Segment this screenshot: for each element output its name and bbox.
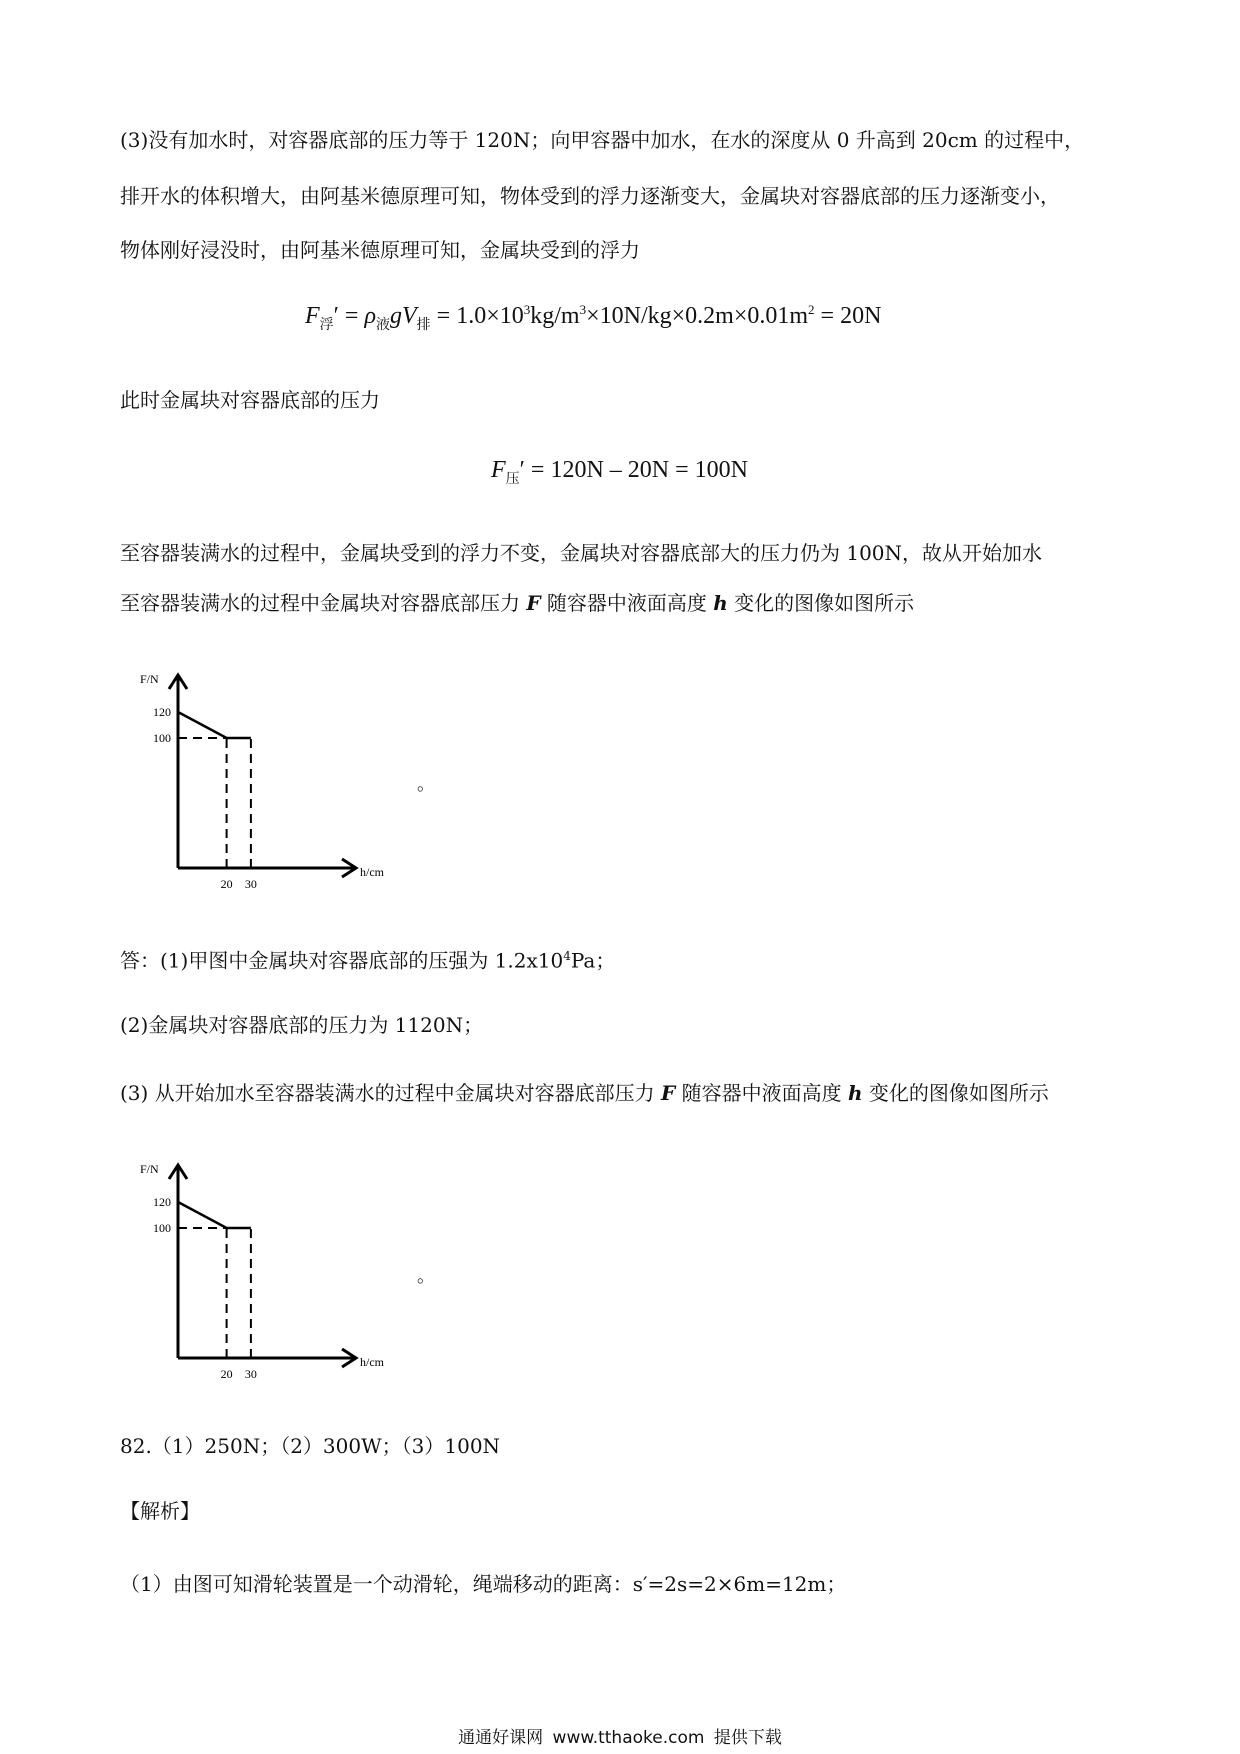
formula2-rhs: ′ = 120N – 20N = 100N [519,457,748,483]
period-1: 。 [417,774,435,795]
x-tick-label-30: 30 [244,1367,257,1381]
formula-F: F [305,303,320,329]
answer-3 [120,1083,1049,1103]
para-full-text-c: 变化的图像如图所示 [727,591,915,615]
answer-3-text-c: 变化的图像如图所示 [862,1081,1049,1105]
footer-site-name: 通通好课网 [458,1728,544,1748]
para-full-line-2 [120,593,914,613]
question-82-answer: 82.（1）250N；（2）300W；（3）100N [120,1434,501,1458]
answer-3-text-b: 随容器中液面高度 [675,1081,848,1105]
formula2-sub-ya: 压 [505,471,520,487]
formula2-F: F [491,457,506,483]
y-tick-label-120: 120 [153,1195,171,1209]
pressure-intro: 此时金属块对容器底部的压力 [120,388,380,412]
answer-1-exp: 4 [563,949,571,963]
var-h: h [713,591,728,615]
var-F: F [526,591,541,615]
series-line-0 [178,1202,251,1228]
formula-rhs-d: = 20N [814,303,882,329]
para-full-text-a: 至容器装满水的过程中金属块对容器底部压力 [120,591,527,615]
formula-rho: ρ [364,303,376,329]
para3-line-2: 排开水的体积增大，由阿基米德原理可知，物体受到的浮力逐渐变大，金属块对容器底部的压力逐渐变小， [120,184,1060,208]
analysis-label: 【解析】 [120,1499,200,1523]
formula-sub-fu: 浮 [319,317,334,333]
formula-rhs-b: kg/m [530,303,580,329]
pressure-formula [491,458,748,487]
answer-3-text-a: (3) 从开始加水至容器装满水的过程中金属块对容器底部压力 [120,1081,662,1105]
force-height-chart-2 [130,1155,410,1385]
formula-sub-pai: 排 [416,317,431,333]
answer-2: (2)金属块对容器底部的压力为 1120N； [120,1013,484,1037]
period-2: 。 [417,1266,435,1287]
formula-exp-m2: 2 [808,302,815,317]
y-tick-label-120: 120 [153,705,171,719]
force-height-chart-1 [130,665,410,895]
y-tick-label-100: 100 [153,1221,171,1235]
y-axis-label: F/N [140,1162,159,1176]
footer-url[interactable]: www.tthaoke.com [552,1728,705,1748]
formula-exp-m3: 3 [579,302,587,317]
analysis-step-1: （1）由图可知滑轮装置是一个动滑轮，绳端移动的距离：s′=2s=2×6m=12m； [120,1572,847,1596]
answer-var-h: h [847,1081,863,1105]
y-axis-label: F/N [140,672,159,686]
answer-1-unit: Pa； [570,948,616,973]
formula-rhs-a: = 1.0×10 [430,303,524,329]
buoyancy-formula [305,303,881,333]
para3-line-3: 物体刚好浸没时，由阿基米德原理可知，金属块受到的浮力 [120,238,640,262]
answer-var-F: F [661,1081,676,1105]
x-tick-label-30: 30 [244,877,257,891]
page-footer [0,1723,1240,1748]
para-full-line-1: 至容器装满水的过程中，金属块受到的浮力不变，金属块对容器底部大的压力仍为 100N，故从开始加水 [120,541,1043,565]
x-axis-label: h/cm [360,1355,384,1369]
para3-line-1: (3)没有加水时，对容器底部的压力等于 120N；向甲容器中加水，在水的深度从 0 升高到 20cm 的过程中， [120,128,1085,152]
x-axis-label: h/cm [360,865,384,879]
footer-action: 提供下载 [713,1728,782,1748]
answer-1-text: 答：(1)甲图中金属块对容器底部的压强为 1.2x10 [120,948,564,973]
formula-exp-3: 3 [523,302,531,317]
formula-prime-eq: ′ = [333,303,365,329]
series-line-0 [178,712,251,738]
x-tick-label-20: 20 [220,1367,233,1381]
formula-rhs-c: ×10N/kg×0.2m×0.01m [586,303,809,329]
formula-sub-ye: 液 [376,317,390,333]
answer-1 [120,950,615,971]
x-tick-label-20: 20 [220,877,233,891]
para-full-text-b: 随容器中液面高度 [540,591,714,615]
formula-gV: gV [390,303,417,329]
y-tick-label-100: 100 [153,731,171,745]
